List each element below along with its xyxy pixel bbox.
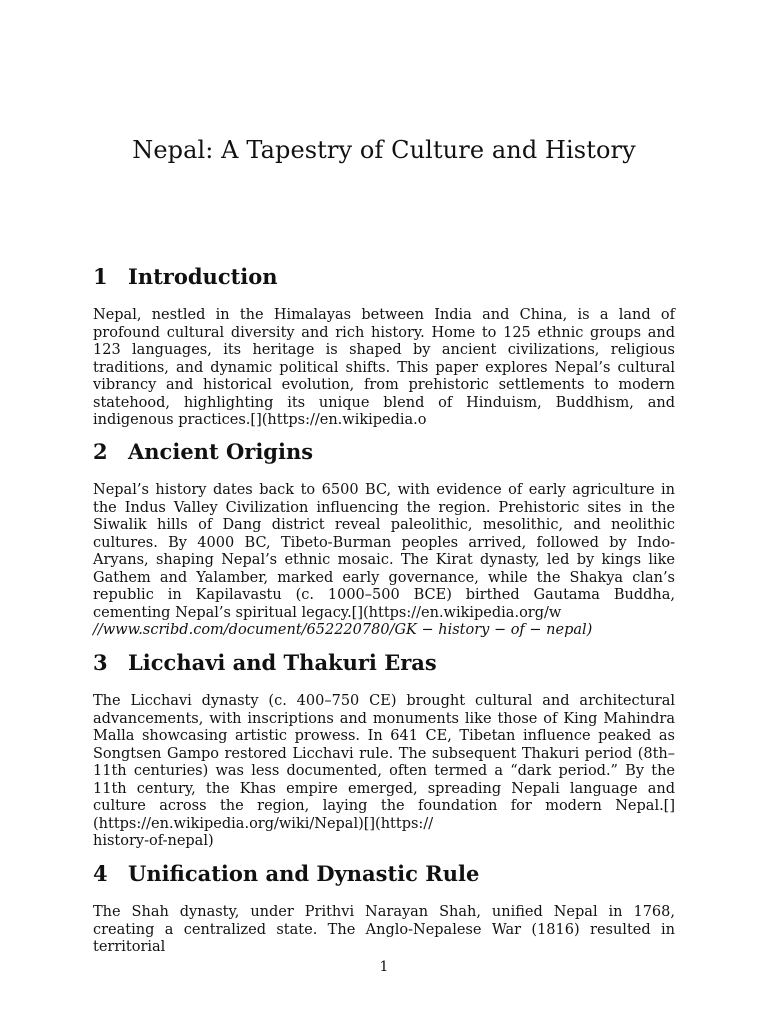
section-paragraph: The Shah dynasty, under Prithvi Narayan Shah, unified Nepal in 1768, creating a centralized state. The Anglo-Nepalese War (1816) resulted in territorial [93,904,675,955]
section-paragraph: Nepal, nestled in the Himalayas between India and China, is a land of profound cultural diversity and rich history. Home to 125 ethnic groups and 123 languages, its heritage is shaped by ancient civilizations, religious traditions, and dynamic political shifts. This paper explores Nepal’s cultural vibrancy and historical evolution, from prehistoric settlements to modern statehood, highlighting its unique blend of Hinduism, Buddhism, and indigenous practices.[](https://en.wikipedia.o [93,307,675,428]
section-number: 3 [93,650,108,675]
section-licchavi-thakuri [93,650,768,851]
section-title: Ancient Origins [128,439,314,464]
math-url-line: //www.scribd.com/document/652220780/GK − history − of − nepal) [93,622,593,638]
section-paragraph-tail: history-of-nepal) [93,833,214,849]
page-number: 1 [379,959,389,975]
section-heading [93,650,768,675]
section-ancient-origins [93,439,768,640]
section-title: Introduction [128,264,278,289]
section-heading [93,861,768,886]
section-unification [93,861,768,971]
section-paragraph: The Licchavi dynasty (c. 400–750 CE) brought cultural and architectural advancements, with inscriptions and monuments like those of King Mahindra Malla showcasing artistic prowess. In 641 CE, Tibetan influence peaked as Songtsen Gampo restored Licchavi rule. The subsequent Thakuri period (8th–11th centuries) was less documented, often termed a “dark period.” By the 11th century, the Khas empire emerged, spreading Nepali language and culture across the region, laying the foundation for modern Nepal.[](https://en.wikipedia.org/wiki/Nepal)[](https:// [93,693,675,832]
section-introduction [93,264,768,444]
paper-title: Nepal: A Tapestry of Culture and History [132,136,636,164]
section-number: 2 [93,439,108,464]
section-number: 1 [93,264,108,289]
section-heading [93,439,768,464]
section-title: Unification and Dynastic Rule [128,861,480,886]
section-number: 4 [93,861,108,886]
section-title: Licchavi and Thakuri Eras [128,650,437,675]
section-paragraph: Nepal’s history dates back to 6500 BC, with evidence of early agriculture in the Indus Valley Civilization influencing the region. Prehistoric sites in the Siwalik hills of Dang district reveal paleolithic, mesolithic, and neolithic cultures. By 4000 BC, Tibeto-Burman peoples arrived, followed by Indo-Aryans, shaping Nepal’s ethnic mosaic. The Kirat dynasty, led by kings like Gathem and Yalamber, marked early governance, while the Shakya clan’s republic in Kapilavastu (c. 1000–500 BCE) birthed Gautama Buddha, cementing Nepal’s spiritual legacy.[](https://en.wikipedia.org/w [93,482,675,621]
section-heading [93,264,768,289]
